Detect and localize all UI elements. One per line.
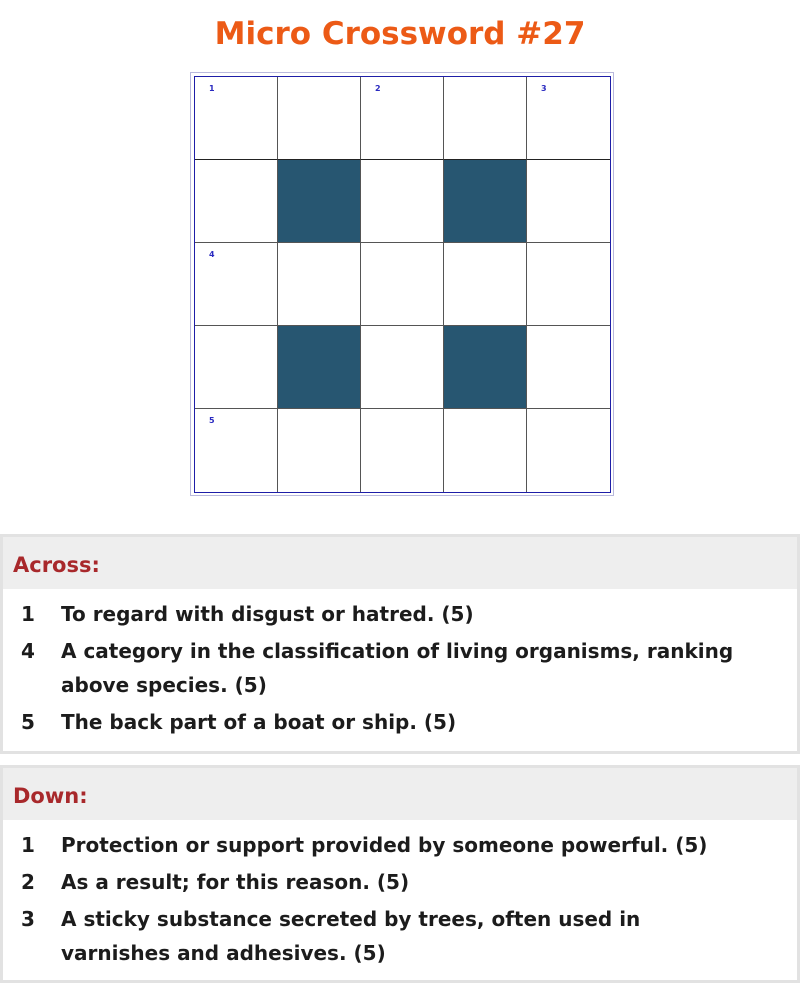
cell-number: 5 [209,416,215,425]
down-clues-panel [0,765,800,983]
across-clue[interactable] [3,634,797,702]
cell-number: 2 [375,84,381,93]
grid-cell[interactable] [195,243,278,326]
across-clue[interactable] [3,705,797,739]
clue-number: 3 [21,907,35,931]
grid-cell[interactable] [527,243,610,326]
grid-block-cell [444,160,527,243]
clue-number: 5 [21,710,35,734]
grid-cell[interactable] [195,160,278,243]
clue-text: The back part of a boat or ship. (5) [61,710,457,734]
grid-cell[interactable] [527,160,610,243]
grid-cell[interactable] [444,243,527,326]
cell-number: 4 [209,250,215,259]
grid-cell[interactable] [195,77,278,160]
clue-text: A sticky substance secreted by trees, often used in varnishes and adhesives. (5) [61,907,641,965]
clue-number: 2 [21,870,35,894]
grid-cell[interactable] [278,77,361,160]
clue-text: A category in the classification of living organisms, ranking above species. (5) [61,639,734,697]
across-clue[interactable] [3,597,797,631]
grid-block-cell [278,160,361,243]
grid-cell[interactable] [195,326,278,409]
down-clue[interactable] [3,865,797,899]
down-clue-list [3,820,797,970]
cell-number: 1 [209,84,215,93]
clue-number: 4 [21,639,35,663]
grid-cell[interactable] [444,409,527,492]
grid-cell[interactable] [527,409,610,492]
grid-cell[interactable] [361,409,444,492]
grid-block-cell [444,326,527,409]
clue-number: 1 [21,602,35,626]
grid-block-cell [278,326,361,409]
down-clue[interactable] [3,902,797,970]
grid-cell[interactable] [527,77,610,160]
crossword-board [190,72,614,496]
crossword-grid [194,76,611,493]
across-clue-list [3,589,797,739]
grid-cell[interactable] [444,77,527,160]
grid-cell[interactable] [278,243,361,326]
clue-text: As a result; for this reason. (5) [61,870,410,894]
across-clues-panel [0,534,800,754]
grid-cell[interactable] [361,160,444,243]
grid-cell[interactable] [361,243,444,326]
grid-cell[interactable] [361,326,444,409]
cell-number: 3 [541,84,547,93]
clue-text: To regard with disgust or hatred. (5) [61,602,474,626]
clue-text: Protection or support provided by someone powerful. (5) [61,833,708,857]
page-title: Micro Crossword #27 [214,16,586,52]
grid-cell[interactable] [361,77,444,160]
grid-cell[interactable] [278,409,361,492]
clue-number: 1 [21,833,35,857]
grid-cell[interactable] [195,409,278,492]
across-heading: Across: [3,537,797,589]
grid-cell[interactable] [527,326,610,409]
down-clue[interactable] [3,828,797,862]
down-heading: Down: [3,768,797,820]
